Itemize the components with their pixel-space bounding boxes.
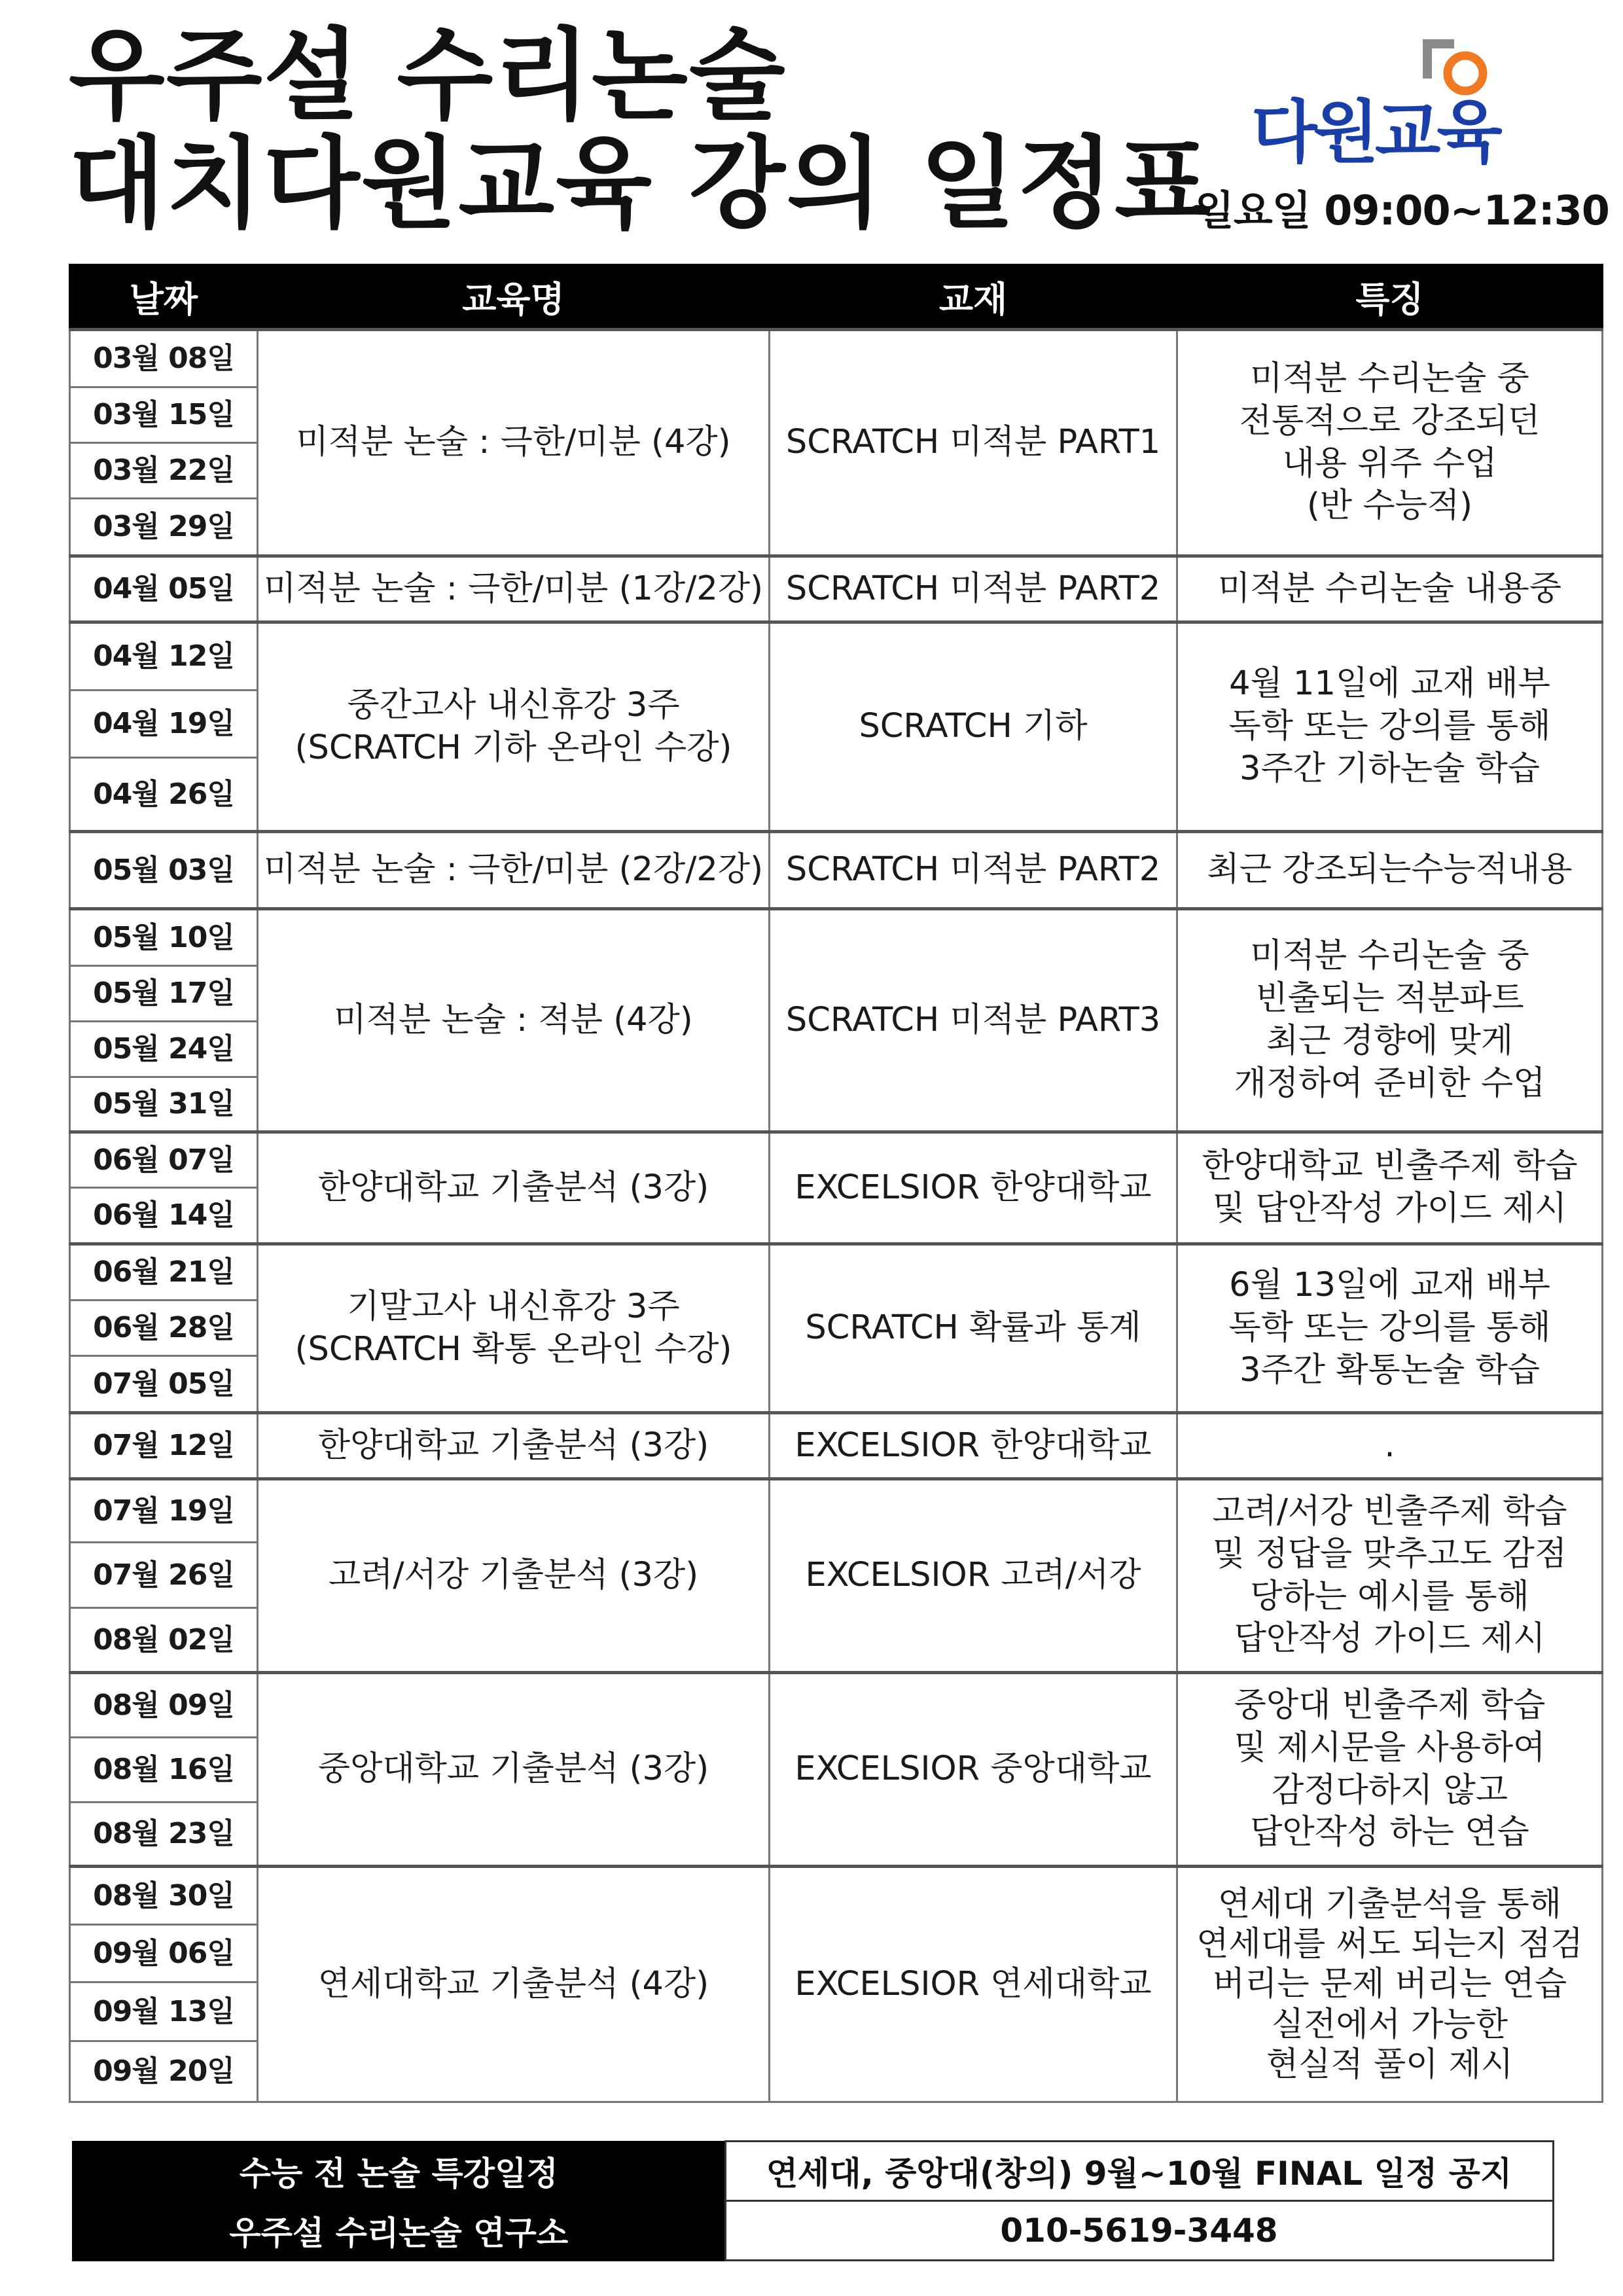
date-cell: 04월 26일: [70, 758, 258, 832]
date-cell: 07월 12일: [70, 1413, 258, 1479]
feature-cell: 한양대학교 빈출주제 학습 및 답안작성 가이드 제시: [1177, 1132, 1603, 1244]
table-row: [70, 1479, 1603, 1543]
feature-cell: 최근 강조되는수능적내용: [1177, 832, 1603, 909]
date-cell: 03월 08일: [70, 330, 258, 387]
course-cell: 미적분 논술 : 극한/미분 (2강/2강): [258, 832, 770, 909]
feature-cell: 중앙대 빈출주제 학습 및 제시문을 사용하여 감정다하지 않고 답안작성 하는 연습: [1177, 1673, 1603, 1867]
date-cell: 07월 26일: [70, 1543, 258, 1608]
course-cell: 미적분 논술 : 극한/미분 (1강/2강): [258, 556, 770, 622]
date-cell: 04월 05일: [70, 556, 258, 622]
special-schedule-label: 수능 전 논술 특강일정: [73, 2142, 725, 2201]
course-cell: 한양대학교 기출분석 (3강): [258, 1413, 770, 1479]
date-cell: 04월 12일: [70, 622, 258, 691]
date-cell: 04월 19일: [70, 691, 258, 758]
table-row: [70, 909, 1603, 966]
date-cell: 09월 13일: [70, 1982, 258, 2041]
class-time: 일요일 09:00~12:30: [1195, 187, 1609, 234]
table-row: [70, 1673, 1603, 1738]
date-cell: 06월 28일: [70, 1300, 258, 1356]
special-schedule-notice: 연세대, 중앙대(창의) 9월~10월 FINAL 일정 공지: [725, 2142, 1553, 2201]
book-cell: SCRATCH 확률과 통계: [770, 1244, 1177, 1413]
table-row: [70, 1867, 1603, 1925]
course-cell: 한양대학교 기출분석 (3강): [258, 1132, 770, 1244]
date-cell: 06월 14일: [70, 1188, 258, 1244]
dawon-logo: [1251, 33, 1502, 171]
institute-name: 우주설 수리논술 연구소: [73, 2201, 725, 2261]
feature-cell: 미적분 수리논술 내용중: [1177, 556, 1603, 622]
date-cell: 03월 29일: [70, 499, 258, 556]
course-cell: 미적분 논술 : 적분 (4강): [258, 909, 770, 1132]
date-cell: 09월 06일: [70, 1925, 258, 1982]
feature-cell: 6월 13일에 교재 배부 독학 또는 강의를 통해 3주간 확통논술 학습: [1177, 1244, 1603, 1413]
book-cell: SCRATCH 미적분 PART2: [770, 832, 1177, 909]
date-cell: 08월 23일: [70, 1803, 258, 1867]
table-row: [70, 622, 1603, 691]
book-cell: SCRATCH 미적분 PART1: [770, 330, 1177, 556]
book-cell: SCRATCH 미적분 PART3: [770, 909, 1177, 1132]
book-cell: EXCELSIOR 연세대학교: [770, 1867, 1177, 2102]
feature-cell: 미적분 수리논술 중 전통적으로 강조되던 내용 위주 수업 (반 수능적): [1177, 330, 1603, 556]
schedule-table: [69, 264, 1603, 2103]
page-title-line2: 대치다원교육 강의 일정표: [69, 126, 1212, 242]
footer-info-table: [72, 2140, 1554, 2261]
date-cell: 06월 07일: [70, 1132, 258, 1188]
course-cell: 중앙대학교 기출분석 (3강): [258, 1673, 770, 1867]
date-cell: 09월 20일: [70, 2041, 258, 2102]
course-cell: 고려/서강 기출분석 (3강): [258, 1479, 770, 1673]
logo-text: 다원교육: [1251, 92, 1499, 172]
course-cell: 중간고사 내신휴강 3주 (SCRATCH 기하 온라인 수강): [258, 622, 770, 832]
date-cell: 05월 03일: [70, 832, 258, 909]
course-cell: 미적분 논술 : 극한/미분 (4강): [258, 330, 770, 556]
page-title-line1: 우주설 수리논술: [69, 18, 787, 134]
table-row: [70, 1413, 1603, 1479]
date-cell: 05월 31일: [70, 1077, 258, 1132]
book-cell: SCRATCH 기하: [770, 622, 1177, 832]
table-header-row: [70, 265, 1603, 330]
feature-cell: 연세대 기출분석을 통해 연세대를 써도 되는지 점검 버리는 문제 버리는 연습 실전에서 가능한 현실적 풀이 제시: [1177, 1867, 1603, 2102]
date-cell: 07월 05일: [70, 1356, 258, 1413]
table-row: [70, 556, 1603, 622]
date-cell: 05월 24일: [70, 1022, 258, 1077]
course-cell: 기말고사 내신휴강 3주 (SCRATCH 확통 온라인 수강): [258, 1244, 770, 1413]
phone-number: 010-5619-3448: [725, 2201, 1553, 2261]
date-cell: 08월 02일: [70, 1608, 258, 1673]
book-cell: SCRATCH 미적분 PART2: [770, 556, 1177, 622]
date-cell: 06월 21일: [70, 1244, 258, 1300]
book-cell: EXCELSIOR 한양대학교: [770, 1132, 1177, 1244]
footer-row: [73, 2142, 1553, 2201]
feature-cell: 4월 11일에 교재 배부 독학 또는 강의를 통해 3주간 기하논술 학습: [1177, 622, 1603, 832]
header-book: 교재: [770, 265, 1177, 330]
feature-cell: 고려/서강 빈출주제 학습 및 정답을 맞추고도 감점 당하는 예시를 통해 답안작성 가이드 제시: [1177, 1479, 1603, 1673]
date-cell: 03월 22일: [70, 443, 258, 499]
header-feature: 특징: [1177, 265, 1603, 330]
table-row: [70, 832, 1603, 909]
footer-row: [73, 2201, 1553, 2261]
feature-cell: .: [1177, 1413, 1603, 1479]
date-cell: 07월 19일: [70, 1479, 258, 1543]
date-cell: 08월 09일: [70, 1673, 258, 1738]
date-cell: 05월 17일: [70, 966, 258, 1022]
book-cell: EXCELSIOR 고려/서강: [770, 1479, 1177, 1673]
table-row: [70, 330, 1603, 387]
table-row: [70, 1132, 1603, 1188]
date-cell: 08월 16일: [70, 1738, 258, 1803]
header-date: 날짜: [70, 265, 258, 330]
feature-cell: 미적분 수리논술 중 빈출되는 적분파트 최근 경향에 맞게 개정하여 준비한 수업: [1177, 909, 1603, 1132]
header-course: 교육명: [258, 265, 770, 330]
book-cell: EXCELSIOR 중앙대학교: [770, 1673, 1177, 1867]
date-cell: 08월 30일: [70, 1867, 258, 1925]
date-cell: 03월 15일: [70, 387, 258, 443]
table-row: [70, 1244, 1603, 1300]
course-cell: 연세대학교 기출분석 (4강): [258, 1867, 770, 2102]
book-cell: EXCELSIOR 한양대학교: [770, 1413, 1177, 1479]
date-cell: 05월 10일: [70, 909, 258, 966]
